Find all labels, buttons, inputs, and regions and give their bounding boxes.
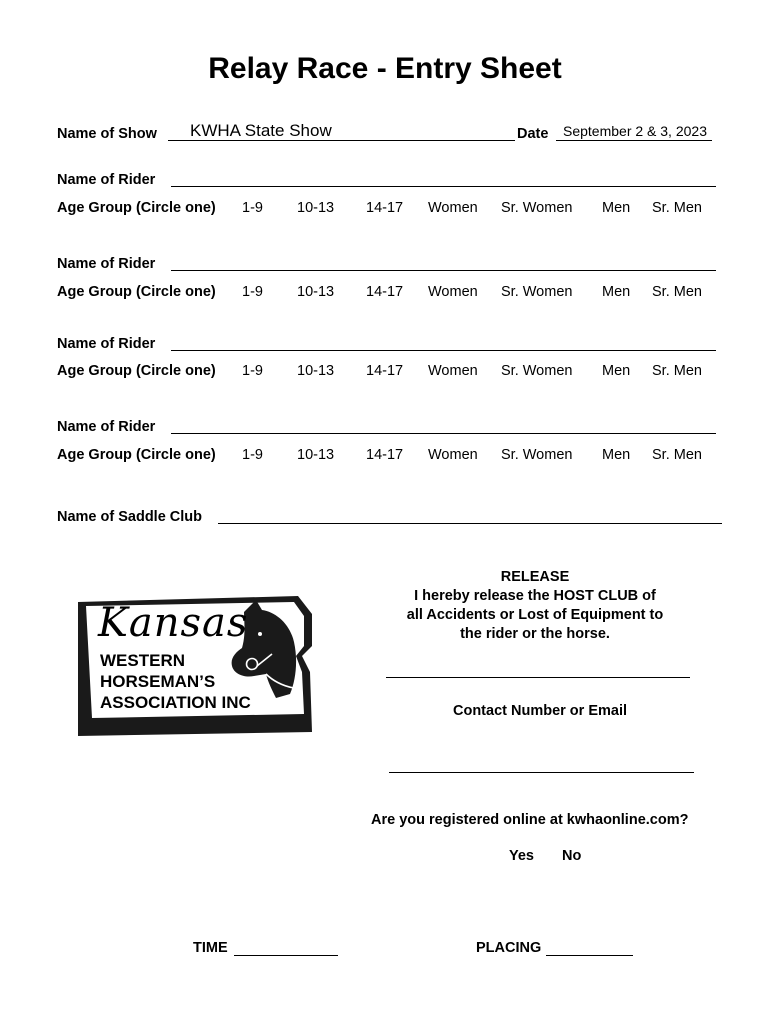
logo-line-1: WESTERN <box>100 651 185 670</box>
logo-script-text: Kansas <box>98 600 249 646</box>
age-option[interactable]: Men <box>602 447 631 463</box>
age-option[interactable]: 10-13 <box>297 200 335 216</box>
age-option[interactable]: Sr. Women <box>501 200 573 216</box>
page-title: Relay Race - Entry Sheet <box>208 52 562 85</box>
placing-label: PLACING <box>476 940 542 956</box>
date-label: Date <box>517 126 549 142</box>
release-block <box>385 568 685 644</box>
age-option[interactable]: 1-9 <box>242 447 263 463</box>
placing-field[interactable] <box>546 955 633 956</box>
show-name-label: Name of Show <box>57 126 157 142</box>
logo-line-2: HORSEMAN’S <box>100 672 216 691</box>
age-group-label: Age Group (Circle one) <box>57 284 216 300</box>
age-option[interactable]: 1-9 <box>242 363 263 379</box>
release-line-3: the rider or the horse. <box>460 626 610 642</box>
rider-name-label: Name of Rider <box>57 419 156 435</box>
age-option[interactable]: Men <box>602 200 631 216</box>
age-option[interactable]: Sr. Men <box>652 447 702 463</box>
rider-name-field[interactable] <box>171 270 716 271</box>
age-option[interactable]: Women <box>428 363 478 379</box>
rider-name-field[interactable] <box>171 350 716 351</box>
signature-line[interactable] <box>386 677 690 678</box>
yes-option[interactable]: Yes <box>509 848 534 864</box>
age-option[interactable]: Women <box>428 447 478 463</box>
age-group-label: Age Group (Circle one) <box>57 447 216 463</box>
rider-name-label: Name of Rider <box>57 336 156 352</box>
rider-name-label: Name of Rider <box>57 172 156 188</box>
age-option[interactable]: 10-13 <box>297 447 335 463</box>
age-option[interactable]: Sr. Women <box>501 363 573 379</box>
age-option[interactable]: Women <box>428 284 478 300</box>
age-option[interactable]: Men <box>602 363 631 379</box>
contact-field[interactable] <box>389 772 694 773</box>
time-field[interactable] <box>234 955 338 956</box>
show-name-value: KWHA State Show <box>190 121 332 140</box>
age-option[interactable]: 14-17 <box>366 200 404 216</box>
age-option[interactable]: Sr. Men <box>652 363 702 379</box>
age-group-label: Age Group (Circle one) <box>57 200 216 216</box>
rider-name-label: Name of Rider <box>57 256 156 272</box>
time-label: TIME <box>193 940 228 956</box>
age-option[interactable]: Men <box>602 284 631 300</box>
date-field[interactable] <box>556 140 712 141</box>
contact-label: Contact Number or Email <box>452 703 628 719</box>
age-option[interactable]: Sr. Women <box>501 284 573 300</box>
age-option[interactable]: 14-17 <box>366 363 404 379</box>
saddle-club-field[interactable] <box>218 523 722 524</box>
release-line-1: I hereby release the HOST CLUB of <box>414 588 656 604</box>
no-option[interactable]: No <box>562 848 582 864</box>
age-option[interactable]: 14-17 <box>366 284 404 300</box>
rider-name-field[interactable] <box>171 186 716 187</box>
rider-name-field[interactable] <box>171 433 716 434</box>
age-option[interactable]: Sr. Men <box>652 284 702 300</box>
age-option[interactable]: 1-9 <box>242 200 263 216</box>
age-option[interactable]: Sr. Women <box>501 447 573 463</box>
age-option[interactable]: Women <box>428 200 478 216</box>
logo-line-3: ASSOCIATION INC <box>100 693 251 712</box>
release-line-2: all Accidents or Lost of Equipment to <box>406 607 664 623</box>
saddle-club-label: Name of Saddle Club <box>57 509 203 525</box>
age-option[interactable]: 10-13 <box>297 363 335 379</box>
release-heading: RELEASE <box>500 569 570 585</box>
age-option[interactable]: Sr. Men <box>652 200 702 216</box>
kwha-logo <box>76 594 314 736</box>
date-value: September 2 & 3, 2023 <box>563 123 707 139</box>
age-group-label: Age Group (Circle one) <box>57 363 216 379</box>
registered-question: Are you registered online at kwhaonline.com? <box>371 812 689 828</box>
age-option[interactable]: 10-13 <box>297 284 335 300</box>
age-option[interactable]: 1-9 <box>242 284 263 300</box>
age-option[interactable]: 14-17 <box>366 447 404 463</box>
